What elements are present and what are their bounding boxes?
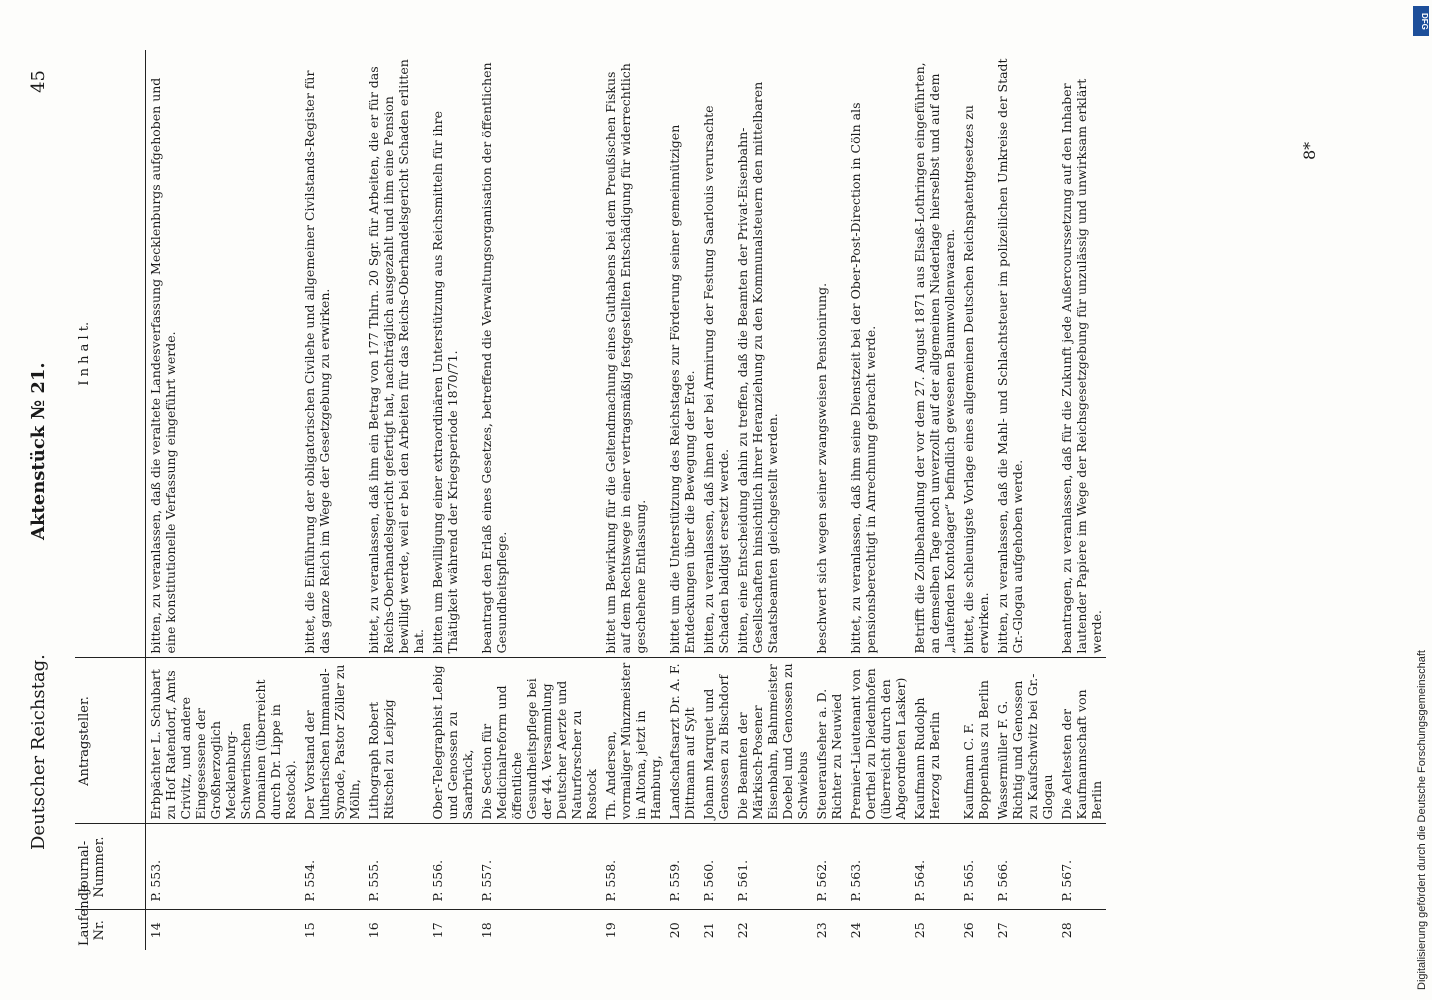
petition-content: beschwert sich wegen seiner zwangsweisen Pensionirung. [812,50,846,658]
petitioner: Lithograph Robert Ritschel zu Leipzig [364,658,428,824]
journal-number: P. 563. [846,824,910,910]
row-number: 17 [430,922,445,939]
row-number: 28 [1059,922,1074,939]
table-row [364,50,428,950]
petition-content: beantragen, zu veranlassen, daß für die Zukunft jede Außercourssetzung auf den Inhaber lautender Papiere im Wege der Reichsgesetzgebung für unzulässig und unwirksam erklärt werde. [1057,50,1106,658]
table-row [1057,50,1106,950]
table-row [699,50,733,950]
row-number: 25 [912,922,927,939]
page-header [20,50,70,950]
petition-content: bittet um die Unterstützung des Reichstages zur Förderung seiner gemeinnützigen Entdeckungen über die Bewegung der Erde. [665,50,699,658]
petition-content: beantragt den Erlaß eines Gesetzes, betreffend die Verwaltungsorganisation der öffentlichen Gesundheitspflege. [477,50,601,658]
petition-content: bitten, zu veranlassen, daß die veraltete Landesverfassung Mecklenburgs aufgehoben und eine konstitutionelle Verfassung eingeführt werde. [146,50,301,658]
petition-content: bitten um Bewilligung einer extraordinären Unterstützung aus Reichsmitteln für ihre Thätigkeit während der Kriegsperiode 1870/71. [428,50,477,658]
table-row [733,50,812,950]
petition-table [75,50,1106,950]
journal-number: P. 566. [993,824,1057,910]
petitioner: Ober-Telegraphist Lebig und Genossen zu Saarbrück, [428,658,477,824]
petition-content: bitten, zu veranlassen, daß die Mahl- und Schlachtsteuer im polizeilichen Umkreise der Stadt Gr.-Glogau aufgehoben werde. [993,50,1057,658]
row-number: 26 [961,922,976,939]
journal-number: P. 559. [665,824,699,910]
journal-number: P. 555. [364,824,428,910]
petitioner: Erbpächter L. Schubart zu Hof Ratendorf, Amts Crivitz, und andere Eingesessene der Großherzoglich Mecklenburg-Schwerinschen Domainen (überreicht durch Dr. Lippe in Rostock). [146,658,301,824]
petition-content: bittet, die schleunigste Vorlage eines allgemeinen Deutschen Reichspatentgesetzes zu erwirken. [959,50,993,658]
table-row [910,50,959,950]
rotated-page [20,50,1400,950]
digitization-note: Digitalisierung gefördert durch die Deutsche Forschungsgemeinschaft [1416,650,1428,990]
row-number: 14 [148,922,163,939]
petitioner: Kaufmann C. F. Boppenhaus zu Berlin [959,658,993,824]
col-header-petitioner: Antragsteller. [75,658,146,824]
row-number: 15 [302,922,317,939]
row-number: 27 [995,922,1010,939]
table-row [477,50,601,950]
petitioner: Th. Andersen, vormaliger Münzmeister in Altona, jetzt in Hamburg, [601,658,665,824]
petitioner: Premier-Lieutenant von Oerthel zu Diedenhofen (überreicht durch den Abgeordneten Lasker) [846,658,910,824]
petition-content: bittet, zu veranlassen, daß ihm seine Dienstzeit bei der Ober-Post-Direction in Cöln als pensionsberechtigt in Anrechnung gebracht werde. [846,50,910,658]
petition-content: bitten, zu veranlassen, daß ihnen der bei Armirung der Festung Saarlouis verursachte Schaden baldigst ersetzt werde. [699,50,733,658]
journal-number: P. 562. [812,824,846,910]
signature-mark: 8* [1300,141,1319,160]
table-row [601,50,665,950]
table-row [428,50,477,950]
running-head: Deutscher Reichstag. [28,654,49,850]
petition-content: bittet um Bewirkung für die Geltendmachung eines Guthabens bei dem Preußischen Fiskus auf dem Rechtswege in einer vertragsmäßig festgestellten Entschädigung für widerrechtlich geschehene Entlassung. [601,50,665,658]
col-header-journal: Journal-Nummer. [75,824,146,910]
journal-number: P. 553. [146,824,301,910]
petition-content: bittet, zu veranlassen, daß ihm ein Betrag von 177 Thlrn. 20 Sgr. für Arbeiten, die er für das Reichs-Oberhandelsgericht gefertigt hat, nachträglich ausgezahlt und ihm eine Pension bewilligt werde, weil er bei den Arbeiten für das Reichs-Oberhandelsgericht Schaden erlitten hat. [364,50,428,658]
petitioner: Landschaftsarzt Dr. A. F. Dittmann auf Sylt [665,658,699,824]
col-header-nr: Laufende Nr. [75,910,146,950]
petitioner: Die Section für Medicinalreform und öffentliche Gesundheitspflege bei der 44. Versammlung Deutscher Aerzte und Naturforscher zu Rostock [477,658,601,824]
page-number: 45 [28,70,49,93]
journal-number: P. 554. [300,824,364,910]
petitioner: Der Vorstand der lutherischen Immanuel-Synode, Pastor Zöller zu Mölln, [300,658,364,824]
col-header-content: I n h a l t. [75,50,146,658]
petitioner: Die Aeltesten der Kaufmannschaft von Berlin [1057,658,1106,824]
petitioner: Die Beamten der Märkisch-Posener Eisenbahn, Bahnmeister Doebel und Genossen zu Schwiebus [733,658,812,824]
journal-number: P. 567. [1057,824,1106,910]
petitioner: Steueraufseher a. D. Richter zu Neuwied [812,658,846,824]
table-row [812,50,846,950]
row-number: 19 [603,922,618,939]
row-number: 24 [848,922,863,939]
table-row [146,50,301,950]
table-row [300,50,364,950]
document-number: Aktenstück № 21. [28,362,49,540]
row-number: 21 [701,922,716,939]
row-number: 23 [814,922,829,939]
journal-number: P. 561. [733,824,812,910]
petition-content: Betrifft die Zollbehandlung der vor dem 27. August 1871 aus Elsaß-Lothringen eingeführten, an demselben Tage noch unverzollt auf der allgemeinen Niederlage hierselbst und auf dem „laufenden Kontolager“ befindlich gewesenen Baumwollenwaaren. [910,50,959,658]
journal-number: P. 560. [699,824,733,910]
row-number: 20 [667,922,682,939]
table-row [959,50,993,950]
row-number: 18 [479,922,494,939]
journal-number: P. 558. [601,824,665,910]
row-number: 16 [366,922,381,939]
petitioner: Wassermüller F. G. Richtig und Genossen zu Kaufschwitz bei Gr.-Glogau [993,658,1057,824]
row-number: 22 [735,922,750,939]
petitioner: Johann Marquet und Genossen zu Bischdorf [699,658,733,824]
table-row [846,50,910,950]
journal-number: P. 565. [959,824,993,910]
petition-content: bittet, die Einführung der obligatorischen Civilehe und allgemeiner Civilstands-Register für das ganze Reich im Wege der Gesetzgebung zu erwirken. [300,50,364,658]
dfg-logo: DFG [1413,6,1429,36]
petition-content: bitten, eine Entscheidung dahin zu treffen, daß die Beamten der Privat-Eisenbahn-Gesellschaften hinsichtlich ihrer Heranziehung zu den Kommunalsteuern den mittelbaren Staatsbeamten gleichgestellt werden. [733,50,812,658]
table-row [665,50,699,950]
journal-number: P. 557. [477,824,601,910]
journal-number: P. 556. [428,824,477,910]
table-header-row [75,50,146,950]
journal-number: P. 564. [910,824,959,910]
petitioner: Kaufmann Rudolph Herzog zu Berlin [910,658,959,824]
table-row [993,50,1057,950]
